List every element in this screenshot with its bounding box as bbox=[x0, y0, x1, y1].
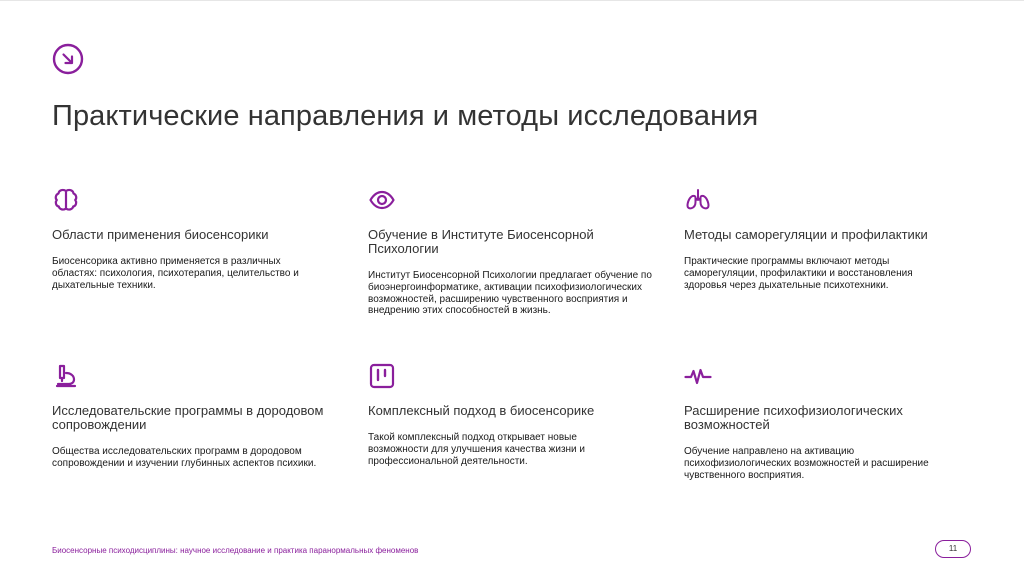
arrow-down-right-circle-icon bbox=[52, 43, 84, 75]
card-body: Обучение направлено на активацию психофизиологических возможностей и расширение чувственного восприятия. bbox=[684, 446, 929, 481]
eye-icon bbox=[368, 186, 396, 214]
card-prenatal-research bbox=[52, 362, 342, 470]
card-body: Биосенсорика активно применяется в различных областях: психология, психотерапия, целительство и дыхательные техники. bbox=[52, 256, 299, 291]
card-body: Общества исследовательских программ в дородовом сопровождении и изучении глубинных аспектов психики. bbox=[52, 446, 317, 469]
card-institute-training bbox=[368, 186, 658, 317]
brain-icon bbox=[52, 186, 80, 214]
kanban-board-icon bbox=[368, 362, 396, 390]
page-number-badge: 11 bbox=[935, 540, 971, 558]
card-title: Расширение психофизиологических возможностей bbox=[684, 403, 903, 432]
lungs-icon bbox=[684, 186, 712, 214]
card-title: Области применения биосенсорики bbox=[52, 227, 269, 242]
footer-text: Биосенсорные психодисциплины: научное исследование и практика паранормальных феноменов bbox=[52, 546, 419, 555]
card-body: Практические программы включают методы саморегуляции, профилактики и восстановления здоровья через дыхательные психотехники. bbox=[684, 256, 913, 291]
microscope-icon bbox=[52, 362, 80, 390]
card-self-regulation bbox=[684, 186, 974, 291]
card-psychophysiological bbox=[684, 362, 974, 481]
card-title: Комплексный подход в биосенсорике bbox=[368, 403, 595, 418]
card-applications bbox=[52, 186, 342, 291]
card-body: Институт Биосенсорной Психологии предлагает обучение по биоэнергоинформатике, активации психофизиологических возможностей, расширению чувственного восприятия и внедрению этих способностей в жизнь. bbox=[368, 270, 652, 317]
top-divider bbox=[0, 0, 1024, 1]
heartbeat-pulse-icon bbox=[684, 362, 712, 390]
card-title: Исследовательские программы в дородовом сопровождении bbox=[52, 403, 324, 432]
card-title: Обучение в Институте Биосенсорной Психологии bbox=[368, 227, 594, 256]
card-complex-approach bbox=[368, 362, 658, 467]
slide-title: Практические направления и методы исследования bbox=[52, 100, 759, 132]
card-body: Такой комплексный подход открывает новые возможности для улучшения качества жизни и профессиональной деятельности. bbox=[368, 432, 586, 467]
card-title: Методы саморегуляции и профилактики bbox=[684, 227, 928, 242]
